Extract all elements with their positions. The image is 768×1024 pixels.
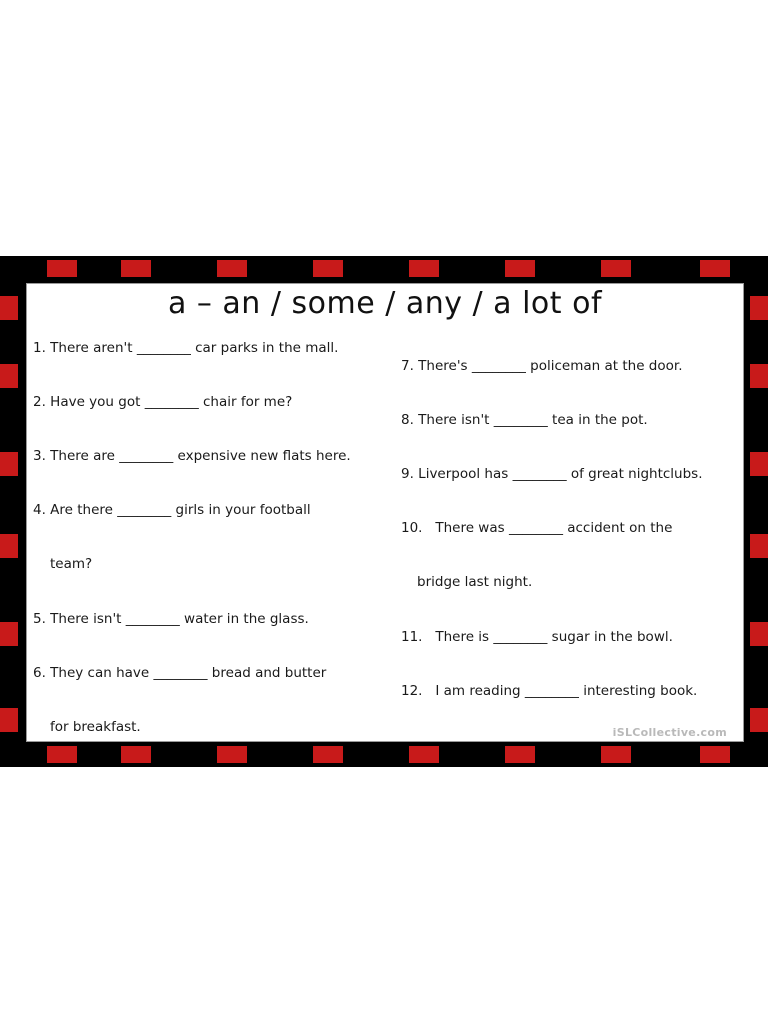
border-square-bottom [217, 746, 247, 763]
border-square-right [750, 622, 768, 646]
border-square-left [0, 534, 18, 558]
exercise-item-4-continued: team? [50, 556, 93, 572]
border-square-right [750, 296, 768, 320]
worksheet-card [26, 283, 744, 742]
border-square-top [47, 260, 77, 277]
page-title: a – an / some / any / a lot of [167, 286, 603, 321]
exercise-item-3: 3. There are ________ expensive new flats here. [33, 448, 351, 464]
exercise-item-6: 6. They can have ________ bread and butter [33, 665, 327, 681]
border-square-bottom [409, 746, 439, 763]
border-square-right [750, 452, 768, 476]
border-square-bottom [121, 746, 151, 763]
border-square-left [0, 364, 18, 388]
border-square-bottom [313, 746, 343, 763]
exercise-item-2: 2. Have you got ________ chair for me? [33, 394, 293, 410]
border-square-left [0, 452, 18, 476]
border-square-right [750, 364, 768, 388]
exercise-item-1: 1. There aren't ________ car parks in the mall. [33, 340, 339, 356]
exercise-item-9: 9. Liverpool has ________ of great nightclubs. [401, 466, 703, 482]
border-square-right [750, 534, 768, 558]
exercise-item-11: 11. There is ________ sugar in the bowl. [401, 629, 673, 645]
border-square-top [700, 260, 730, 277]
border-square-bottom [700, 746, 730, 763]
border-square-top [601, 260, 631, 277]
border-square-right [750, 708, 768, 732]
exercise-item-5: 5. There isn't ________ water in the glass. [33, 611, 309, 627]
border-square-left [0, 708, 18, 732]
exercise-item-10-continued: bridge last night. [417, 574, 533, 590]
exercise-item-8: 8. There isn't ________ tea in the pot. [401, 412, 648, 428]
border-square-bottom [47, 746, 77, 763]
border-square-bottom [601, 746, 631, 763]
border-square-left [0, 622, 18, 646]
exercise-item-6-continued: for breakfast. [50, 719, 141, 735]
border-square-left [0, 296, 18, 320]
border-square-top [313, 260, 343, 277]
border-square-top [217, 260, 247, 277]
border-square-top [409, 260, 439, 277]
exercise-item-10: 10. There was ________ accident on the [401, 520, 673, 536]
exercise-item-4: 4. Are there ________ girls in your football [33, 502, 311, 518]
watermark-logo: iSLCollective.com [612, 726, 727, 739]
border-square-top [121, 260, 151, 277]
border-square-top [505, 260, 535, 277]
worksheet-slide [0, 256, 768, 767]
exercise-item-12: 12. I am reading ________ interesting book. [401, 683, 698, 699]
border-square-bottom [505, 746, 535, 763]
exercise-item-7: 7. There's ________ policeman at the door. [401, 358, 683, 374]
